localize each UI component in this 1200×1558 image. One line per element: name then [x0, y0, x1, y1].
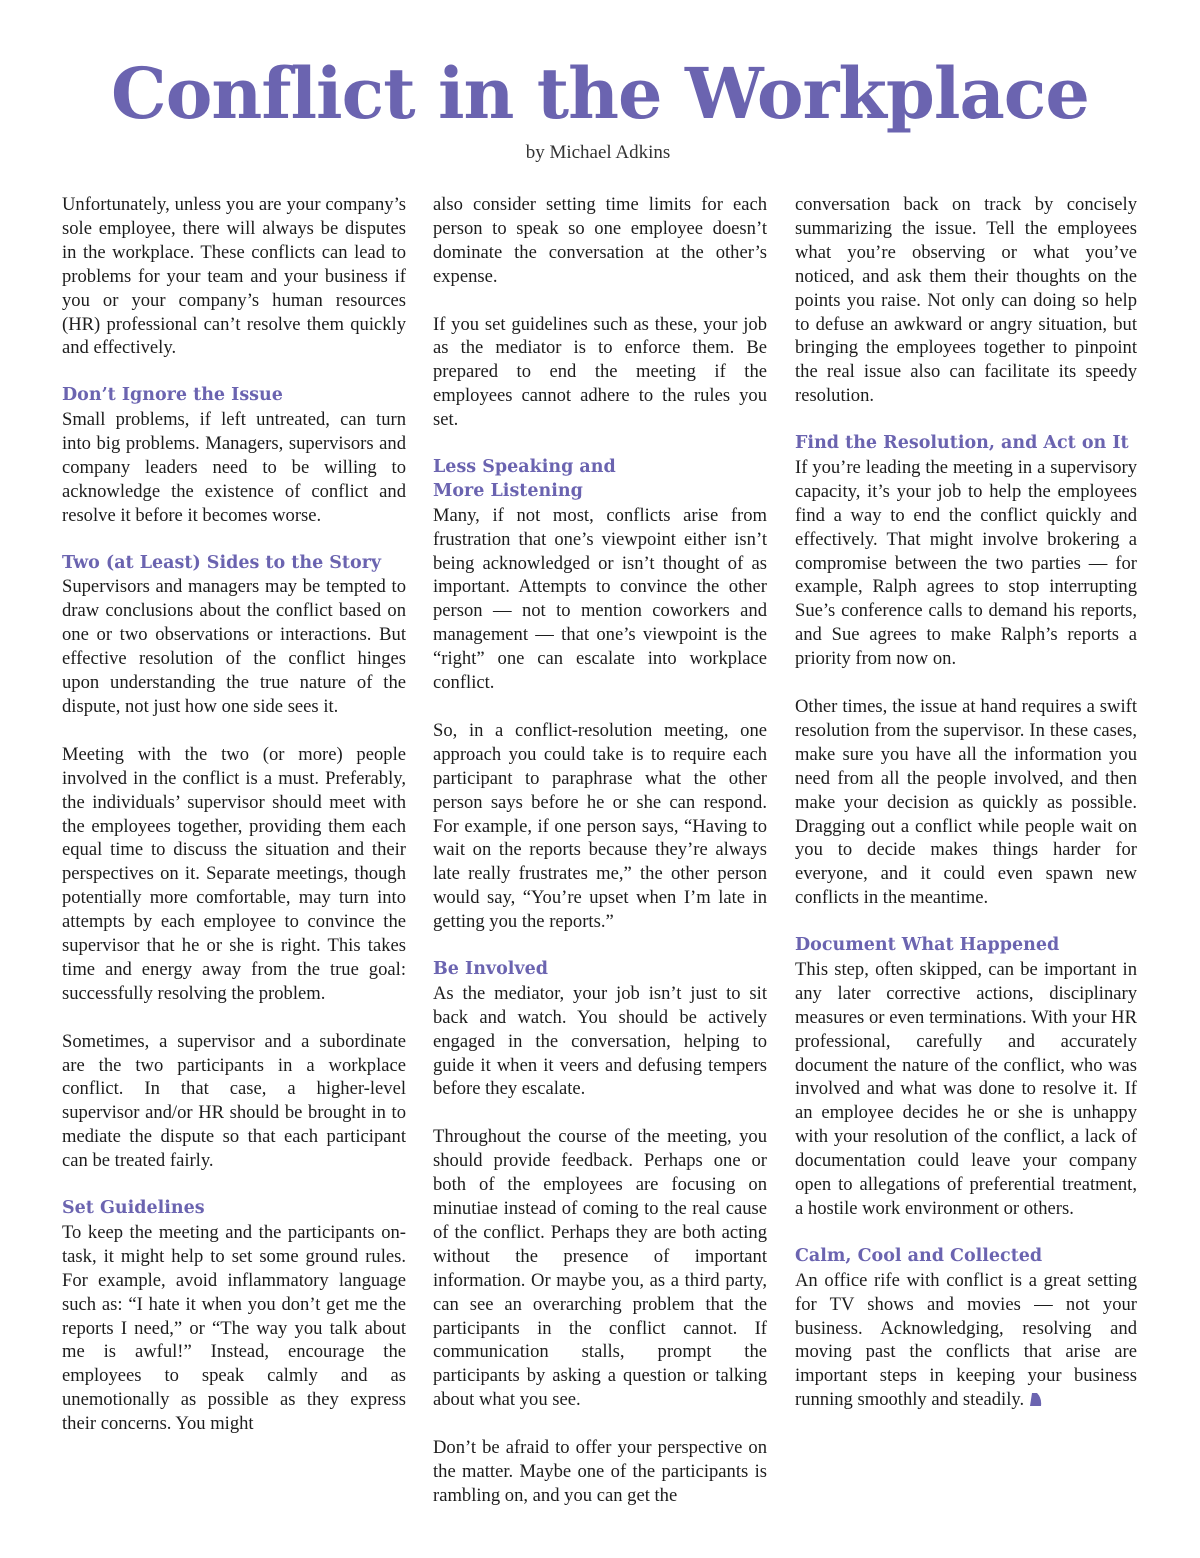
closing-text: An office rife with conflict is a great setting for TV shows and movies — not your business. Acknowledging, resolving and moving past the conflicts that arise are important steps in keeping your business running smoothly and steadily.	[795, 1269, 1137, 1411]
body-paragraph: also consider setting time limits for each person to speak so one employee doesn’t dominate the conversation at the other’s expense.	[433, 194, 767, 287]
body-paragraph: Other times, the issue at hand requires a swift resolution from the supervisor. In these cases, make sure you have all the information you need from all the people involved, and then make your decision as quickly as possible. Dragging out a conflict while people wait on you to decide makes things harder for everyone, and it could even spawn new conflicts in the meantime.	[795, 696, 1137, 909]
byline: by Michael Adkins	[525, 142, 671, 163]
body-paragraph: Sometimes, a supervisor and a subordinate are the two participants in a workplace conflict. In that case, a higher-level supervisor and/or HR should be brought in to mediate the dispute so that each participant can be treated fairly.	[62, 1030, 406, 1172]
article-title: Conflict in the Workplace	[111, 52, 1089, 135]
body-paragraph: To keep the meeting and the participants on-task, it might help to set some ground rules. For example, avoid inflammatory language such as: “I hate it when you don’t get me the reports I need,” or “The way you talk about me is awful!” Instead, encourage the employees to speak calmly and as unemotionally as possible as they express their concerns. You might	[62, 1221, 406, 1435]
closing-paragraph	[795, 1269, 1137, 1412]
intro-paragraph: Unfortunately, unless you are your company’s sole employee, there will always be disputes in the workplace. These conflicts can lead to problems for your team and your business if you or your company’s human resources (HR) professional can’t resolve them quickly and effectively.	[62, 194, 406, 359]
column-3	[795, 193, 1137, 1412]
column-1	[62, 193, 406, 1436]
heading-line: Less Speaking and	[433, 456, 616, 477]
heading-line: More Listening	[433, 480, 583, 501]
body-paragraph: This step, often skipped, can be important in any later corrective actions, disciplinary measures or even terminations. With your HR professional, carefully and accurately document the nature of the conflict, who was involved and what was done to resolve it. If an employee decides he or she is unhappy with your resolution of the conflict, a lack of documentation could leave your company open to allegations of preferential treatment, a hostile work environment or others.	[795, 958, 1137, 1220]
body-paragraph: As the mediator, your job isn’t just to sit back and watch. You should be actively engaged in the conversation, helping to guide it when it veers and defusing tempers before they escalate.	[433, 982, 767, 1100]
body-paragraph: conversation back on track by concisely summarizing the issue. Tell the employees what you’re observing or what you’ve noticed, and ask them their thoughts on the points you raise. Not only can doing so help to defuse an awkward or angry situation, but bringing the employees together to pinpoint the real issue also can facilitate its speedy resolution.	[795, 194, 1137, 407]
section-heading	[433, 456, 767, 504]
body-paragraph: Don’t be afraid to offer your perspective on the matter. Maybe one of the participants is rambling on, and you can get the	[433, 1437, 767, 1506]
body-paragraph: Many, if not most, conflicts arise from frustration that one’s viewpoint either isn’t being acknowledged or isn’t thought of as important. Attempts to convince the other person — not to mention coworkers and management — that one’s viewpoint is the “right” one can escalate into workplace conflict.	[433, 504, 767, 694]
body-paragraph: Meeting with the two (or more) people involved in the conflict is a must. Preferably, the individuals’ supervisor should meet with the employees together, providing them each equal time to discuss the situation and their perspectives on it. Separate meetings, though potentially more comfortable, may turn into attempts by each employee to convince the supervisor that he or she is right. This takes time and energy away from the true goal: successfully resolving the problem.	[62, 743, 406, 1004]
section-heading: Be Involved	[433, 958, 548, 979]
section-heading: Calm, Cool and Collected	[795, 1245, 1043, 1266]
section-heading: Find the Resolution, and Act on It	[795, 433, 1129, 454]
body-paragraph: If you set guidelines such as these, your job as the mediator is to enforce them. Be prepared to end the meeting if the employees cannot adhere to the rules you set.	[433, 313, 767, 431]
body-paragraph: Small problems, if left untreated, can turn into big problems. Managers, supervisors and company leaders need to be willing to acknowledge the existence of conflict and resolve it before it becomes worse.	[62, 409, 406, 526]
body-paragraph: Throughout the course of the meeting, you should provide feedback. Perhaps one or both of the employees are focusing on minutiae instead of coming to the real cause of the conflict. Perhaps they are both acting without the presence of important information. Or maybe you, as a third party, can see an overarching problem that the participants in the conflict cannot. If communication stalls, prompt the participants by asking a question or talking about what you see.	[433, 1126, 767, 1411]
end-mark-icon	[1030, 1393, 1042, 1406]
body-paragraph: So, in a conflict-resolution meeting, one approach you could take is to require each participant to paraphrase what the other person says before he or she can respond. For example, if one person says, “Having to wait on the reports because they’re always late really frustrates me,” the other person would say, “You’re upset when I’m late in getting you the reports.”	[433, 719, 767, 933]
body-paragraph: Supervisors and managers may be tempted to draw conclusions about the conflict based on one or two observations or interactions. But effective resolution of the conflict hinges upon understanding the true nature of the dispute, not just how one side sees it.	[62, 576, 406, 717]
section-heading: Don’t Ignore the Issue	[62, 385, 283, 406]
column-2	[433, 193, 767, 1508]
section-heading: Document What Happened	[795, 935, 1060, 956]
section-heading: Two (at Least) Sides to the Story	[62, 552, 382, 573]
section-heading: Set Guidelines	[62, 1197, 205, 1218]
body-paragraph: If you’re leading the meeting in a supervisory capacity, it’s your job to help the employees find a way to end the conflict quickly and effectively. That might involve brokering a compromise between the two parties — for example, Ralph agrees to stop interrupting Sue’s conference calls to demand his reports, and Sue agrees to make Ralph’s reports a priority from now on.	[795, 456, 1137, 670]
